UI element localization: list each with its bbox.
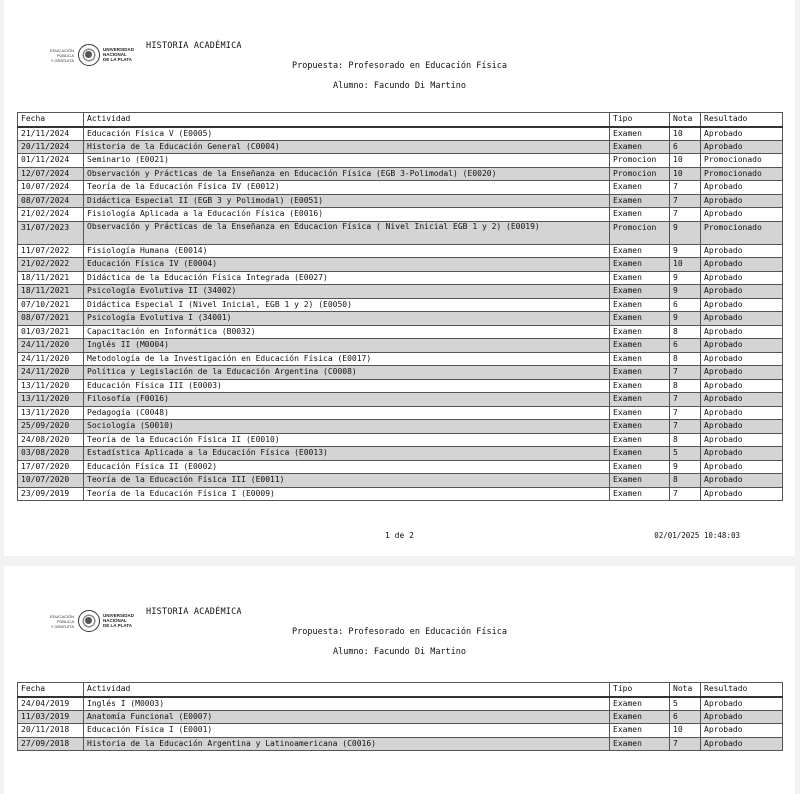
cell-nota: 8 [670, 433, 701, 447]
cell-fecha: 03/08/2020 [18, 447, 84, 461]
cell-nota: 5 [670, 447, 701, 461]
cell-fecha: 25/09/2020 [18, 420, 84, 434]
cell-tipo: Examen [610, 339, 670, 353]
cell-nota: 10 [670, 127, 701, 141]
cell-fecha: 01/11/2024 [18, 154, 84, 168]
grades-table [17, 682, 783, 751]
cell-tipo: Examen [610, 393, 670, 407]
cell-nota: 7 [670, 194, 701, 208]
cell-tipo: Examen [610, 298, 670, 312]
table-row [18, 167, 783, 181]
cell-fecha: 11/03/2019 [18, 710, 84, 724]
table-row [18, 208, 783, 222]
cell-nota: 9 [670, 271, 701, 285]
cell-fecha: 10/07/2020 [18, 474, 84, 488]
table-row [18, 312, 783, 326]
cell-tipo: Promocion [610, 221, 670, 244]
column-header-nota: Nota [670, 113, 701, 127]
student-line: Alumno: Facundo Di Martino [332, 647, 467, 657]
table-row [18, 460, 783, 474]
table-row [18, 154, 783, 168]
cell-nota: 6 [670, 339, 701, 353]
cell-resultado: Aprobado [701, 710, 783, 724]
cell-tipo: Examen [610, 487, 670, 501]
cell-actividad: Teoría de la Educación Física II (E0010) [84, 433, 610, 447]
table-row [18, 194, 783, 208]
cell-fecha: 23/09/2019 [18, 487, 84, 501]
table-row [18, 474, 783, 488]
cell-nota: 8 [670, 352, 701, 366]
proposal-line: Propuesta: Profesorado en Educación Física [292, 627, 507, 637]
document-page-2 [4, 566, 795, 794]
cell-actividad: Historia de la Educación Argentina y Latinoamericana (C0016) [84, 737, 610, 751]
cell-nota: 7 [670, 366, 701, 380]
cell-resultado: Aprobado [701, 697, 783, 711]
document-title: HISTORIA ACADÉMICA [146, 607, 242, 617]
cell-resultado: Aprobado [701, 140, 783, 154]
cell-tipo: Examen [610, 244, 670, 258]
cell-fecha: 18/11/2021 [18, 285, 84, 299]
cell-fecha: 07/10/2021 [18, 298, 84, 312]
table-row [18, 352, 783, 366]
cell-actividad: Inglés I (M0003) [84, 697, 610, 711]
cell-nota: 7 [670, 406, 701, 420]
cell-fecha: 24/08/2020 [18, 433, 84, 447]
cell-fecha: 20/11/2018 [18, 724, 84, 738]
cell-actividad: Educación Física IV (E0004) [84, 258, 610, 272]
cell-fecha: 17/07/2020 [18, 460, 84, 474]
cell-resultado: Aprobado [701, 460, 783, 474]
cell-tipo: Examen [610, 710, 670, 724]
cell-tipo: Examen [610, 181, 670, 195]
table-row [18, 433, 783, 447]
cell-nota: 9 [670, 244, 701, 258]
table-header-row [18, 113, 783, 127]
cell-nota: 9 [670, 221, 701, 244]
cell-actividad: Educación Física V (E0005) [84, 127, 610, 141]
table-row [18, 140, 783, 154]
cell-fecha: 24/11/2020 [18, 339, 84, 353]
cell-nota: 7 [670, 181, 701, 195]
cell-resultado: Aprobado [701, 298, 783, 312]
cell-fecha: 13/11/2020 [18, 406, 84, 420]
cell-tipo: Examen [610, 433, 670, 447]
cell-fecha: 21/11/2024 [18, 127, 84, 141]
cell-resultado: Aprobado [701, 312, 783, 326]
column-header-resultado: Resultado [701, 113, 783, 127]
cell-resultado: Aprobado [701, 339, 783, 353]
cell-actividad: Metodología de la Investigación en Educación Física (E0017) [84, 352, 610, 366]
column-header-tipo: Tipo [610, 113, 670, 127]
column-header-resultado: Resultado [701, 683, 783, 697]
table-row [18, 271, 783, 285]
cell-actividad: Fisiología Humana (E0014) [84, 244, 610, 258]
cell-fecha: 27/09/2018 [18, 737, 84, 751]
cell-fecha: 13/11/2020 [18, 393, 84, 407]
cell-nota: 6 [670, 710, 701, 724]
cell-nota: 10 [670, 724, 701, 738]
cell-actividad: Seminario (E0021) [84, 154, 610, 168]
table-row [18, 258, 783, 272]
cell-actividad: Sociología (S0010) [84, 420, 610, 434]
cell-resultado: Aprobado [701, 366, 783, 380]
cell-tipo: Examen [610, 312, 670, 326]
cell-resultado: Aprobado [701, 379, 783, 393]
table-row [18, 339, 783, 353]
cell-actividad: Política y Legislación de la Educación Argentina (C0008) [84, 366, 610, 380]
table-row [18, 298, 783, 312]
table-row [18, 379, 783, 393]
column-header-tipo: Tipo [610, 683, 670, 697]
cell-actividad: Educación Física I (E0001) [84, 724, 610, 738]
cell-actividad: Pedagogía (C0048) [84, 406, 610, 420]
cell-nota: 8 [670, 325, 701, 339]
cell-fecha: 21/02/2024 [18, 208, 84, 222]
cell-nota: 6 [670, 140, 701, 154]
cell-tipo: Examen [610, 271, 670, 285]
table-row [18, 724, 783, 738]
logo-left-text: EDUCACIÓN PÚBLICA Y GRATUITA [49, 614, 74, 629]
table-row [18, 737, 783, 751]
cell-fecha: 18/11/2021 [18, 271, 84, 285]
cell-fecha: 12/07/2024 [18, 167, 84, 181]
table-row [18, 127, 783, 141]
cell-resultado: Aprobado [701, 127, 783, 141]
cell-fecha: 20/11/2024 [18, 140, 84, 154]
cell-resultado: Aprobado [701, 724, 783, 738]
cell-tipo: Examen [610, 460, 670, 474]
cell-fecha: 10/07/2024 [18, 181, 84, 195]
column-header-actividad: Actividad [84, 683, 610, 697]
logo-right-text: UNIVERSIDAD NACIONAL DE LA PLATA [103, 47, 135, 62]
page-header [4, 0, 795, 105]
cell-resultado: Aprobado [701, 244, 783, 258]
document-title: HISTORIA ACADÉMICA [146, 41, 242, 51]
print-timestamp: 02/01/2025 10:48:03 [654, 531, 740, 540]
cell-fecha: 11/07/2022 [18, 244, 84, 258]
cell-tipo: Examen [610, 366, 670, 380]
cell-tipo: Examen [610, 447, 670, 461]
cell-actividad: Teoría de la Educación Física I (E0009) [84, 487, 610, 501]
cell-actividad: Estadística Aplicada a la Educación Física (E0013) [84, 447, 610, 461]
table-row [18, 447, 783, 461]
cell-tipo: Examen [610, 379, 670, 393]
cell-nota: 9 [670, 312, 701, 326]
cell-tipo: Examen [610, 420, 670, 434]
table-row [18, 285, 783, 299]
cell-tipo: Examen [610, 127, 670, 141]
cell-resultado: Aprobado [701, 352, 783, 366]
page-counter: 1 de 2 [385, 531, 414, 540]
cell-resultado: Aprobado [701, 325, 783, 339]
cell-resultado: Aprobado [701, 285, 783, 299]
cell-nota: 7 [670, 487, 701, 501]
cell-actividad: Filosofía (F0016) [84, 393, 610, 407]
cell-actividad: Educación Física II (E0002) [84, 460, 610, 474]
cell-resultado: Aprobado [701, 258, 783, 272]
cell-fecha: 31/07/2023 [18, 221, 84, 244]
logo-left-text: EDUCACIÓN PÚBLICA Y GRATUITA [49, 48, 74, 63]
cell-actividad: Historia de la Educación General (C0004) [84, 140, 610, 154]
cell-actividad: Educación Física III (E0003) [84, 379, 610, 393]
table-row [18, 244, 783, 258]
cell-fecha: 24/11/2020 [18, 352, 84, 366]
table-row [18, 221, 783, 244]
cell-nota: 8 [670, 379, 701, 393]
table-row [18, 393, 783, 407]
table-row [18, 181, 783, 195]
cell-nota: 7 [670, 737, 701, 751]
cell-actividad: Didáctica Especial II (EGB 3 y Polimodal) (E0051) [84, 194, 610, 208]
cell-tipo: Examen [610, 474, 670, 488]
cell-tipo: Examen [610, 737, 670, 751]
cell-tipo: Examen [610, 352, 670, 366]
cell-resultado: Aprobado [701, 433, 783, 447]
cell-nota: 7 [670, 393, 701, 407]
cell-nota: 9 [670, 285, 701, 299]
cell-resultado: Aprobado [701, 474, 783, 488]
cell-fecha: 21/02/2022 [18, 258, 84, 272]
cell-actividad: Inglés II (M0004) [84, 339, 610, 353]
cell-nota: 7 [670, 208, 701, 222]
cell-nota: 8 [670, 474, 701, 488]
table-row [18, 710, 783, 724]
cell-actividad: Teoría de la Educación Física III (E0011) [84, 474, 610, 488]
table-row [18, 406, 783, 420]
logo-right-text: UNIVERSIDAD NACIONAL DE LA PLATA [103, 613, 135, 628]
cell-actividad: Capacitación en Informática (B0032) [84, 325, 610, 339]
cell-nota: 7 [670, 420, 701, 434]
cell-fecha: 01/03/2021 [18, 325, 84, 339]
cell-nota: 10 [670, 154, 701, 168]
cell-actividad: Observación y Prácticas de la Enseñanza en Educación Física (EGB 3-Polimodal) (E0020) [84, 167, 610, 181]
cell-resultado: Aprobado [701, 737, 783, 751]
cell-actividad: Anatomía Funcional (E0007) [84, 710, 610, 724]
cell-tipo: Examen [610, 208, 670, 222]
cell-tipo: Examen [610, 194, 670, 208]
column-header-actividad: Actividad [84, 113, 610, 127]
cell-nota: 5 [670, 697, 701, 711]
cell-tipo: Examen [610, 258, 670, 272]
cell-resultado: Promocionado [701, 154, 783, 168]
cell-resultado: Promocionado [701, 167, 783, 181]
cell-nota: 10 [670, 167, 701, 181]
cell-fecha: 24/11/2020 [18, 366, 84, 380]
cell-actividad: Teoría de la Educación Física IV (E0012) [84, 181, 610, 195]
cell-tipo: Examen [610, 285, 670, 299]
cell-tipo: Examen [610, 325, 670, 339]
column-header-nota: Nota [670, 683, 701, 697]
cell-nota: 10 [670, 258, 701, 272]
cell-resultado: Aprobado [701, 208, 783, 222]
cell-resultado: Aprobado [701, 194, 783, 208]
cell-actividad: Observación y Prácticas de la Enseñanza en Educacion Física ( Nivel Inicial EGB 1 y 2) (E0019) [84, 221, 610, 244]
cell-fecha: 08/07/2021 [18, 312, 84, 326]
cell-resultado: Aprobado [701, 420, 783, 434]
table-row [18, 420, 783, 434]
table-row [18, 487, 783, 501]
table-row [18, 325, 783, 339]
table-row [18, 366, 783, 380]
cell-actividad: Psicología Evolutiva I (34001) [84, 312, 610, 326]
cell-actividad: Fisiología Aplicada a la Educación Física (E0016) [84, 208, 610, 222]
cell-nota: 9 [670, 460, 701, 474]
cell-resultado: Aprobado [701, 447, 783, 461]
cell-resultado: Aprobado [701, 393, 783, 407]
cell-resultado: Aprobado [701, 487, 783, 501]
cell-resultado: Aprobado [701, 271, 783, 285]
cell-actividad: Didáctica de la Educación Física Integrada (E0027) [84, 271, 610, 285]
student-line: Alumno: Facundo Di Martino [332, 81, 467, 91]
cell-fecha: 08/07/2024 [18, 194, 84, 208]
column-header-fecha: Fecha [18, 113, 84, 127]
cell-tipo: Examen [610, 406, 670, 420]
grades-table [17, 112, 783, 501]
page-header [4, 566, 795, 671]
cell-resultado: Promocionado [701, 221, 783, 244]
cell-resultado: Aprobado [701, 406, 783, 420]
document-page-1 [4, 0, 795, 556]
cell-tipo: Examen [610, 140, 670, 154]
cell-resultado: Aprobado [701, 181, 783, 195]
cell-fecha: 24/04/2019 [18, 697, 84, 711]
table-row [18, 697, 783, 711]
table-header-row [18, 683, 783, 697]
cell-fecha: 13/11/2020 [18, 379, 84, 393]
cell-tipo: Examen [610, 724, 670, 738]
cell-tipo: Promocion [610, 154, 670, 168]
column-header-fecha: Fecha [18, 683, 84, 697]
cell-tipo: Promocion [610, 167, 670, 181]
proposal-line: Propuesta: Profesorado en Educación Física [292, 61, 507, 71]
cell-actividad: Didáctica Especial I (Nivel Inicial, EGB 1 y 2) (E0050) [84, 298, 610, 312]
cell-nota: 6 [670, 298, 701, 312]
cell-actividad: Psicología Evolutiva II (34002) [84, 285, 610, 299]
cell-tipo: Examen [610, 697, 670, 711]
